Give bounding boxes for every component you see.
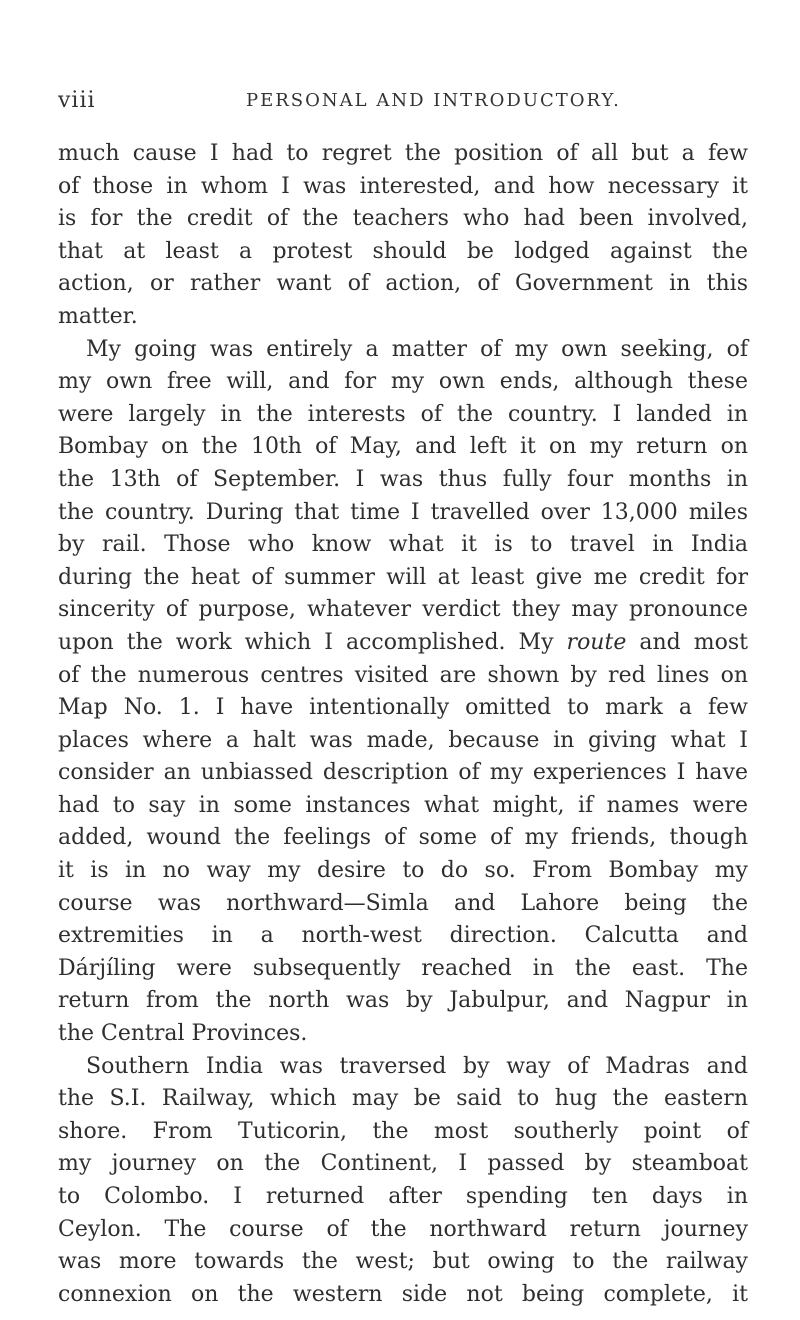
body-text [58,138,748,1311]
text-line: were largely in the interests of the country. I landed in [58,401,748,427]
text-line: return from the north was by Jabulpur, and Nagpur in [58,988,748,1014]
text-line [58,627,748,660]
text-line: the Central Provinces. [58,1021,308,1047]
text-line: Bombay on the 10th of May, and left it on my return on [58,434,748,460]
running-title: PERSONAL AND INTRODUCTORY. [246,90,621,111]
text-line: connexion on the western side not being complete, it [58,1281,748,1307]
text-line: the S.I. Railway, which may be said to hug the eastern [58,1086,748,1112]
text-line: to Colombo. I returned after spending ten days in [58,1184,748,1209]
text-line: that at least a protest should be lodged against the [58,238,748,264]
text-line: matter. [58,303,138,329]
text-line: Map No. 1. I have intentionally omitted to mark a few [58,695,748,721]
text-segment: upon the work which I accomplished. My [58,629,554,655]
text-line: by rail. Those who know what it is to travel in India [58,532,748,558]
text-line: places where a halt was made, because in giving what I [58,727,748,753]
text-line: my own free will, and for my own ends, although these [58,369,748,395]
text-line: of those in whom I was interested, and how necessary it [58,173,748,199]
text-line: course was northward—Simla and Lahore being the [58,890,748,916]
text-line: consider an unbiassed description of my experiences I have [58,760,748,786]
page-number: viii [58,88,96,113]
text-line: of the numerous centres visited are shown by red lines on [58,662,748,688]
text-line: shore. From Tuticorin, the most southerly point of [58,1118,748,1144]
text-line: Southern India was traversed by way of Madras and [86,1053,748,1079]
text-line: my journey on the Continent, I passed by steamboat [58,1151,748,1177]
text-line: is for the credit of the teachers who had been involved, [58,206,748,232]
italic-word: route [566,629,627,655]
text-line: My going was entirely a matter of my own seeking, of [86,336,748,362]
running-header [58,88,748,118]
text-line: was more towards the west; but owing to the railway [58,1249,748,1275]
text-line: added, wound the feelings of some of my friends, though [58,825,748,851]
text-line: action, or rather want of action, of Government in this [58,271,748,297]
text-line: it is in no way my desire to do so. From Bombay my [58,858,748,884]
text-line: the country. During that time I travelled over 13,000 miles [58,499,748,525]
text-line: during the heat of summer will at least give me credit for [58,564,748,590]
text-line: sincerity of purpose, whatever verdict they may pronounce [58,597,748,623]
text-line: the 13th of September. I was thus fully four months in [58,466,748,492]
text-line: extremities in a north-west direction. Calcutta and [58,923,748,949]
text-line: had to say in some instances what might, if names were [58,792,748,818]
text-line: Dárjíling were subsequently reached in the east. The [58,955,748,981]
text-line: much cause I had to regret the position of all but a few [58,141,748,166]
text-segment: and most [639,629,749,655]
text-line: Ceylon. The course of the northward return journey [58,1216,748,1242]
